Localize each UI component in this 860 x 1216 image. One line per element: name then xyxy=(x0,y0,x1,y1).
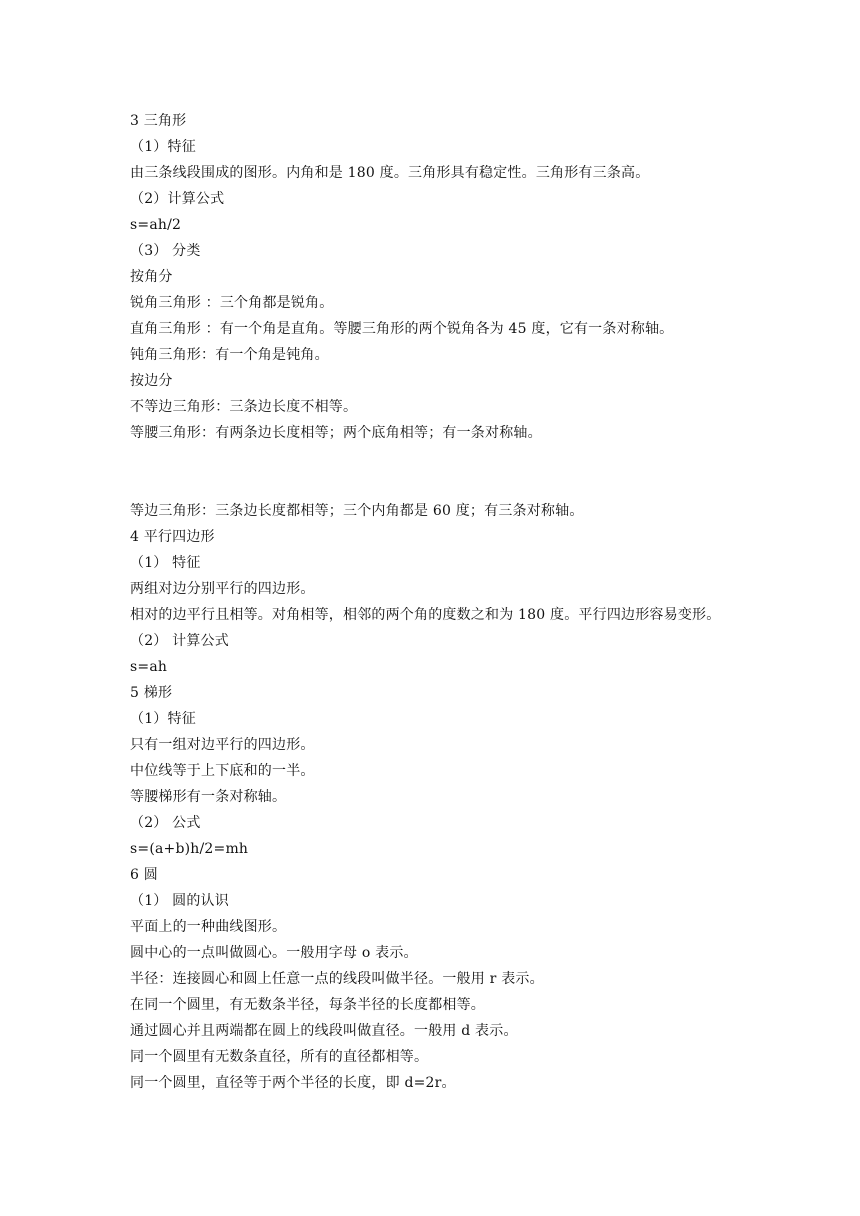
section-heading-parallelogram: 4 平行四边形 xyxy=(130,529,215,545)
subheading-formula: （2） 计算公式 xyxy=(130,633,229,649)
text-line: 由三条线段围成的图形。内角和是 180 度。三角形具有稳定性。三角形有三条高。 xyxy=(130,165,650,181)
section-heading-circle: 6 圆 xyxy=(130,867,158,883)
triangle-section xyxy=(130,108,750,446)
text-line: 通过圆心并且两端都在圆上的线段叫做直径。一般用 d 表示。 xyxy=(130,1023,518,1039)
text-line: 半径：连接圆心和圆上任意一点的线段叫做半径。一般用 r 表示。 xyxy=(130,971,544,987)
text-line: 等腰三角形：有两条边长度相等；两个底角相等；有一条对称轴。 xyxy=(130,425,542,441)
text-line: 按角分 xyxy=(130,269,173,285)
formula-line: s=ah xyxy=(130,659,168,675)
text-line: 按边分 xyxy=(130,373,173,389)
text-line: 钝角三角形：有一个角是钝角。 xyxy=(130,347,329,363)
subheading-classification: （3） 分类 xyxy=(130,243,201,259)
text-line: 等腰梯形有一条对称轴。 xyxy=(130,789,287,805)
text-line: 同一个圆里，直径等于两个半径的长度，即 d=2r。 xyxy=(130,1075,456,1091)
subheading-features: （1）特征 xyxy=(130,139,196,155)
text-line: 圆中心的一点叫做圆心。一般用字母 o 表示。 xyxy=(130,945,418,961)
text-line: 相对的边平行且相等。对角相等，相邻的两个角的度数之和为 180 度。平行四边形容易变形。 xyxy=(130,607,721,623)
section-heading-triangle: 3 三角形 xyxy=(130,113,187,129)
subheading-features: （1） 特征 xyxy=(130,555,201,571)
remaining-sections xyxy=(130,498,750,1096)
subheading-circle-intro: （1） 圆的认识 xyxy=(130,893,229,909)
subheading-features: （1）特征 xyxy=(130,711,196,727)
formula-line: s=ah/2 xyxy=(130,217,182,233)
text-line: 只有一组对边平行的四边形。 xyxy=(130,737,315,753)
section-heading-trapezoid: 5 梯形 xyxy=(130,685,173,701)
text-line: 在同一个圆里，有无数条半径，每条半径的长度都相等。 xyxy=(130,997,485,1013)
subheading-formula: （2）计算公式 xyxy=(130,191,225,207)
text-line: 平面上的一种曲线图形。 xyxy=(130,919,287,935)
formula-line: s=(a+b)h/2=mh xyxy=(130,841,249,857)
text-line: 两组对边分别平行的四边形。 xyxy=(130,581,315,597)
text-line: 同一个圆里有无数条直径，所有的直径都相等。 xyxy=(130,1049,429,1065)
document-body xyxy=(130,108,750,1096)
subheading-formula: （2） 公式 xyxy=(130,815,201,831)
text-line: 不等边三角形：三条边长度不相等。 xyxy=(130,399,358,415)
text-line: 等边三角形：三条边长度都相等；三个内角都是 60 度；有三条对称轴。 xyxy=(130,503,584,519)
text-line: 直角三角形 ：有一个角是直角。等腰三角形的两个锐角各为 45 度，它有一条对称轴。 xyxy=(130,321,674,337)
blank-space xyxy=(130,446,750,498)
text-line: 锐角三角形 ：三个角都是锐角。 xyxy=(130,295,334,311)
text-line: 中位线等于上下底和的一半。 xyxy=(130,763,315,779)
